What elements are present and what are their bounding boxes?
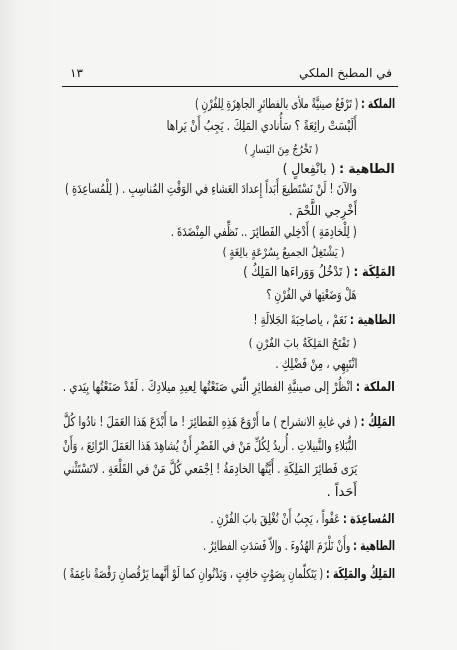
line-text: أَخْرِجي اللَّحْمَ . [289, 204, 357, 219]
stage-direction [249, 334, 357, 352]
dialogue-line [211, 511, 395, 529]
line-text: والآنَ ! لَنْ نَسْتَطيعَ أَبَداً إِعدادَ العَشاءِ في الوَقْتِ المُناسِبِ . ( لِلْمُساعِدَةِ ) [65, 182, 357, 197]
line-text: وأَنْ نَلْزَمَ الهُدُوءَ . وإلاّ فَسَدَتِ الفطائِرُ . [203, 539, 351, 554]
line-text: انْتَبِهِي ، مِنْ فَضْلِكِ . [275, 357, 357, 372]
line-text: ( بانْفِعالٍ ) [283, 162, 336, 177]
dialogue-line [63, 379, 395, 397]
line-text: ( في غايةِ الانشراح ) ما أَرْوَعَ هَذِهِ الفَطائِرَ ! ما أَبْدَعَ هَذا العَمَلَ ! نادُوا كُلَّ [63, 415, 358, 430]
line-text: عَفْواً ، يَجِبُ أَنْ نُغْلِقَ بابَ الفُرْنِ . [211, 512, 341, 527]
running-header-title: في المطبخ الملكي [298, 66, 392, 80]
page-number: ١٣ [70, 66, 83, 80]
line-text: يَرَى فَطائِرَ المَلِكَةِ . أَيَّتُها الخادِمَةُ ! اِجْمَعي كُلَّ مَنْ في القَلْعَةِ . لاتَسْتَثْني [63, 462, 357, 477]
dialogue-line [203, 538, 395, 556]
line-text: ( لِلْخادِمَةِ ) أَدْخِلي الفَطائِرَ .. نَظِّفي المِنْضَدَةَ . [171, 225, 357, 240]
speaker-name: المَلِكُ والمَلِكَة : [326, 567, 395, 582]
speaker-name: المَلِكَة : [353, 265, 395, 280]
line-text: ( تَرْفَعُ صينيَّةً ملأى بالفطائرِ الجاهِزَةِ لِلفُرْنِ ) [195, 97, 359, 112]
dialogue-line [63, 566, 395, 584]
dialogue-line [283, 161, 395, 179]
dialogue-line [63, 414, 395, 432]
dialogue-line [275, 356, 357, 374]
line-text: ( يَشْتَغِلُ الجميعُ بِسُرْعَةٍ بالِغَةٍ ) [223, 245, 345, 259]
dialogue-line [195, 96, 395, 114]
line-text: هَلْ وَضَعْتِها في الفُرْنِ ؟ [267, 288, 357, 303]
dialogue-line [253, 312, 395, 330]
speaker-name: الملكة : [361, 97, 395, 112]
speaker-name: المَلِكُ : [360, 415, 395, 430]
speaker-name: المُساعِدَة : [343, 512, 395, 527]
dialogue-line [167, 118, 357, 136]
dialogue-line [65, 181, 357, 199]
line-text: أَلَيْسَتْ رائِعَةً ؟ سَأُنادي المَلِكَ . يَجِبُ أَنْ يَراها [167, 119, 357, 134]
dialogue-line [171, 224, 357, 242]
speaker-name: الطاهية : [353, 539, 395, 554]
line-text: ( تَفْتَحُ المَلِكَةُ بابَ الفُرْنِ ) [249, 336, 357, 350]
dialogue-line [63, 438, 357, 456]
speaker-name: الطاهية : [339, 162, 395, 177]
line-text: نَعَمْ ، ياصاحِبَةَ الجَلالَةِ ! [253, 313, 347, 328]
dialogue-line [243, 264, 395, 282]
speaker-name: الطاهية : [349, 313, 395, 328]
line-text: النُّبَلاءِ والنَّبيلاتِ . أُريدُ لِكُلِّ مَنْ في القَصْرِ أَنْ يُشاهِدَ هَذا العَمَلَ الرّائِعَ ، وَأَنْ [63, 439, 357, 454]
dialogue-line [63, 461, 357, 479]
line-text: ( يَتَكلّمانِ بِصَوْتٍ خافِتٍ ، وَيَدْنُوانِ كما لَوْ أنَّهما يَرْقُصانِ رَقْصَةً ناعِمَةً ) [63, 567, 324, 582]
header-divider [62, 86, 398, 87]
line-text: انْظُرْ إلى صينيَّةِ الفطائِرِ الّتي صَنَعْتُها لِعيدِ ميلادِكَ . لَقَدْ صَنَعْتُها بِيَدي . [63, 380, 353, 395]
dialogue-line [289, 203, 357, 221]
line-text: ( تَدْخُلُ وَوَراءَها المَلِكُ ) [243, 265, 350, 280]
stage-direction [223, 243, 345, 261]
speaker-name: الملكة : [356, 380, 395, 395]
dialogue-line [267, 287, 357, 305]
stage-direction [244, 140, 318, 158]
line-text: ( تَخْرُجُ مِنَ اليَسارِ ) [244, 142, 318, 156]
dialogue-line [315, 484, 357, 502]
line-text: أَحَداً . [326, 485, 357, 500]
